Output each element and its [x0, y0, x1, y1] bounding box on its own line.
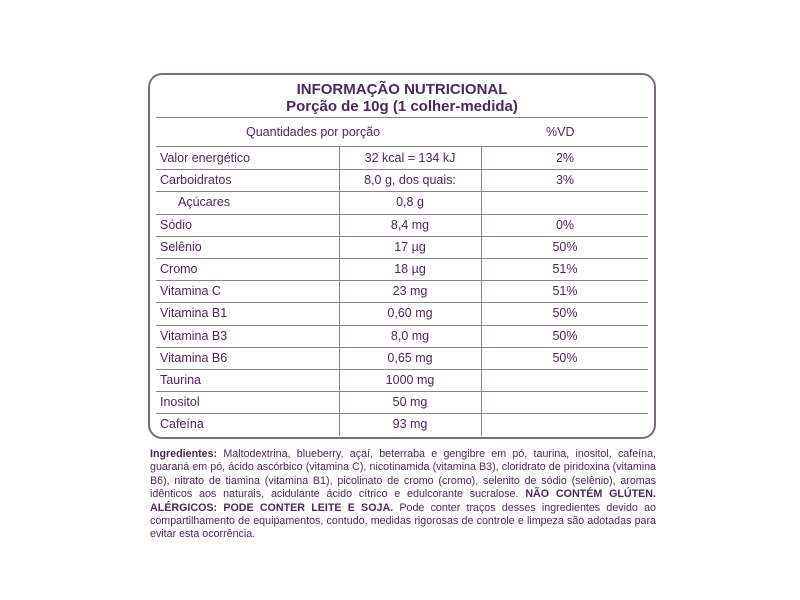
- nutrient-amount: 17 µg: [394, 239, 426, 254]
- nutrition-facts-panel: [148, 73, 656, 439]
- nutrient-amount: 23 mg: [392, 284, 428, 299]
- allergen-warning: NÃO CONTÉM GLÚTEN. ALÉRGICOS: PODE CONTER LEITE E SOJA.: [150, 488, 656, 514]
- serving-size: Porção de 10g (1 colher-medida): [286, 98, 518, 115]
- nutrient-name: Cromo: [160, 262, 198, 276]
- nutrient-name: Vitamina B1: [160, 306, 228, 321]
- nutrient-amount: 0,65 mg: [387, 350, 433, 365]
- nutrition-title-block: [150, 81, 654, 115]
- nutrient-vd: 50%: [552, 306, 578, 321]
- nutrient-amount: 0,60 mg: [387, 306, 433, 321]
- nutrient-vd: 2%: [555, 151, 575, 165]
- nutrient-row: [150, 391, 654, 413]
- nutrient-amount: 8,4 mg: [390, 217, 430, 232]
- nutrient-row: [150, 147, 654, 169]
- nutrient-amount: 32 kcal = 134 kJ: [364, 151, 456, 165]
- nutrient-row: [150, 191, 654, 213]
- ingredients-list: Maltodextrina, blueberry, açaí, beterraba e gengibre em pó, taurina, inositol, cafeína, guaraná em pó, ácido ascórbico (vitamina C), nicotinamida (vitamina B3), cloridrato de piridoxina (vitamina B6), nitrato de tiamina (vitamina B1), picolinato de cromo (cromo), selenito de sódio (selênio), aromas idênticos aos naturais, acidulante ácido cítrico e edulcorante sucralose.: [150, 448, 656, 501]
- nutrient-name: Carboidratos: [160, 173, 232, 188]
- nutrient-vd: 51%: [552, 284, 578, 299]
- nutrient-name: Valor energético: [160, 151, 251, 165]
- nutrient-row: [150, 347, 654, 369]
- nutrient-row: [150, 169, 654, 191]
- nutrient-vd: 0%: [555, 217, 575, 232]
- ingredients-label: Ingredientes:: [150, 448, 218, 460]
- nutrient-name: Vitamina B6: [160, 350, 228, 365]
- nutrient-row: [150, 325, 654, 347]
- trace-note: Pode conter traços desses ingredientes devido ao compartilhamento de equipamentos, contudo, medidas rigorosas de controle e limpeza são adotadas para evitar esta ocorrência.: [150, 501, 656, 541]
- nutrient-row: [150, 236, 654, 258]
- column-header-vd: %VD: [546, 125, 575, 139]
- nutrient-name: Cafeína: [160, 417, 204, 432]
- nutrient-amount: 8,0 mg: [390, 328, 430, 343]
- nutrient-vd: 51%: [552, 262, 578, 276]
- nutrient-vd: 50%: [552, 239, 578, 254]
- nutrient-row: [150, 258, 654, 280]
- nutrient-vd: 50%: [552, 328, 578, 343]
- nutrient-row: [150, 280, 654, 302]
- nutrient-row: [150, 413, 654, 435]
- column-header-quantities: Quantidades por porção: [246, 125, 381, 139]
- nutrient-amount: 1000 mg: [385, 373, 435, 387]
- nutrient-amount: 93 mg: [392, 417, 428, 432]
- nutrient-vd: 50%: [552, 350, 578, 365]
- nutrient-name: Açúcares: [178, 195, 231, 210]
- divider: [156, 117, 648, 118]
- nutrient-row: [150, 214, 654, 236]
- nutrient-amount: 18 µg: [394, 262, 426, 276]
- nutrient-row: [150, 302, 654, 324]
- nutrient-row: [150, 369, 654, 391]
- ingredients-text: [150, 448, 656, 542]
- nutrient-name: Taurina: [160, 373, 201, 387]
- nutrient-name: Selênio: [160, 239, 202, 254]
- nutrient-amount: 50 mg: [392, 395, 428, 410]
- nutrient-amount: 8,0 g, dos quais:: [364, 173, 456, 188]
- nutrient-name: Sódio: [160, 217, 192, 232]
- nutrition-title: INFORMAÇÃO NUTRICIONAL: [296, 81, 508, 98]
- nutrient-vd: 3%: [555, 173, 575, 188]
- nutrient-name: Vitamina C: [160, 284, 221, 299]
- nutrient-amount: 0,8 g: [396, 195, 424, 210]
- nutrient-name: Vitamina B3: [160, 328, 228, 343]
- nutrient-name: Inositol: [160, 395, 200, 410]
